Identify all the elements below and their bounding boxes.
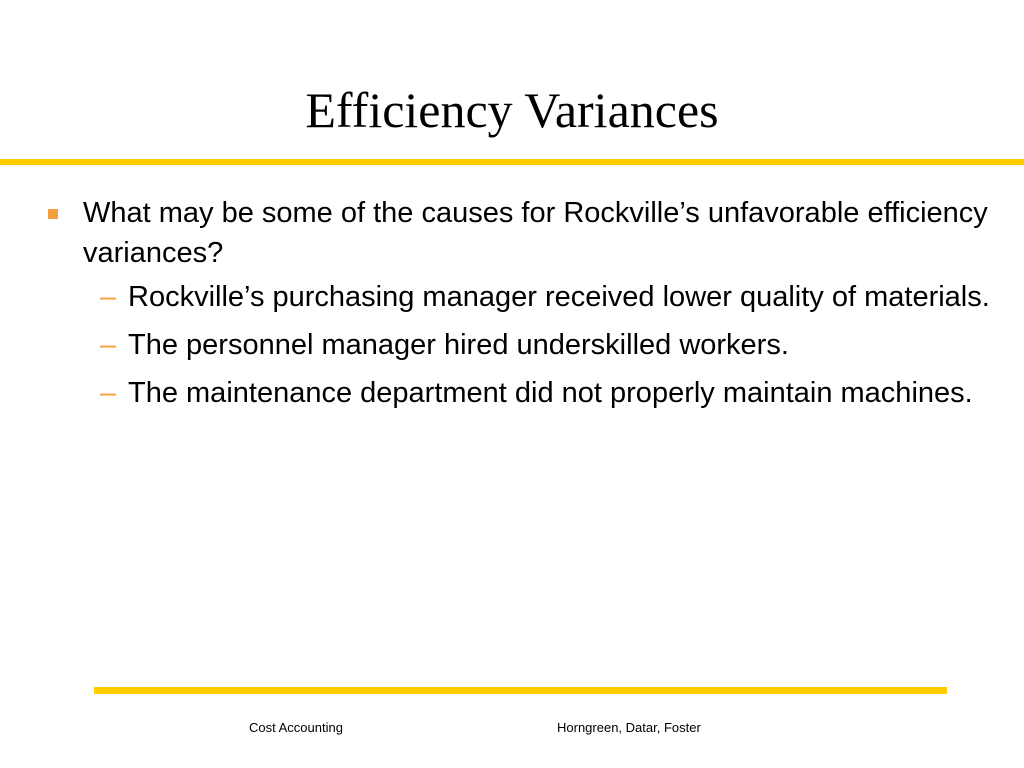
- dash-bullet-icon: –: [100, 329, 117, 361]
- sub-bullet-text: The personnel manager hired underskilled workers.: [128, 329, 789, 361]
- sub-bullet-text: Rockville’s purchasing manager received lower quality of materials.: [128, 281, 990, 313]
- sub-bullet-list: [0, 277, 1024, 414]
- title-divider: [0, 159, 1024, 165]
- slide-body: [0, 193, 1024, 421]
- sub-bullet-item: [0, 325, 1024, 366]
- dash-bullet-icon: –: [100, 377, 117, 409]
- footer-divider: [94, 687, 947, 694]
- square-bullet-icon: [48, 209, 58, 219]
- dash-bullet-icon: –: [100, 281, 117, 313]
- sub-bullet-text: The maintenance department did not properly maintain machines.: [128, 377, 973, 409]
- sub-bullet-item: [0, 373, 1024, 414]
- sub-bullet-item: [0, 277, 1024, 318]
- bullet-text: What may be some of the causes for Rockville’s unfavorable efficiency variances?: [83, 197, 988, 269]
- footer-authors: Horngreen, Datar, Foster: [557, 720, 701, 735]
- bullet-item: [0, 193, 1024, 273]
- slide-title: Efficiency Variances: [305, 82, 719, 138]
- footer-course: Cost Accounting: [249, 720, 343, 735]
